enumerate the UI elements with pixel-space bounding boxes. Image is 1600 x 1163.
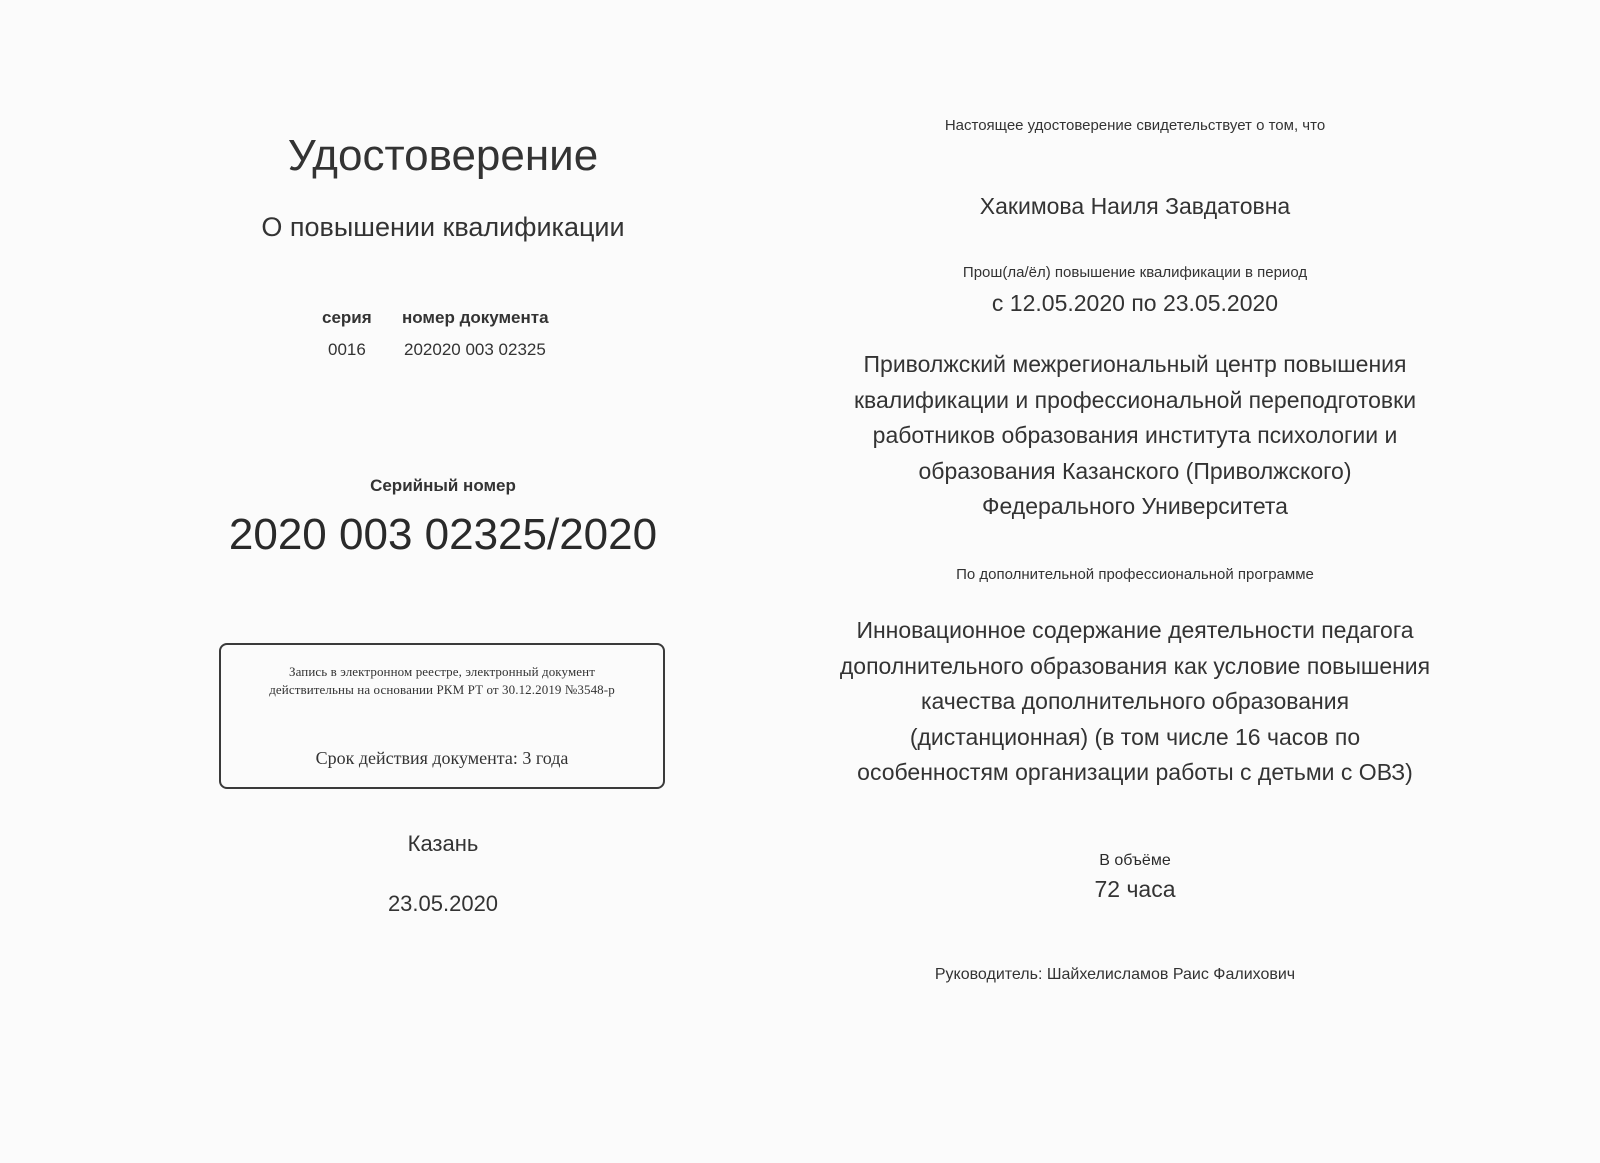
program-line: качества дополнительного образования bbox=[920, 688, 1350, 714]
organization-block bbox=[815, 347, 1455, 525]
volume-value: 72 часа bbox=[1094, 876, 1176, 902]
period-label: Прош(ла/ёл) повышение квалификации в период bbox=[962, 264, 1308, 281]
stamp-line-1: Запись в электронном реестре, электронный документ bbox=[289, 664, 595, 679]
head-signature: Руководитель: Шайхелисламов Раис Фалихович bbox=[934, 966, 1296, 983]
intro-text: Настоящее удостоверение свидетельствует о том, что bbox=[944, 117, 1326, 134]
program-line: дополнительного образования как условие повышения bbox=[839, 652, 1431, 679]
serial-value: 2020 003 02325/2020 bbox=[228, 510, 658, 559]
stamp-validity: Срок действия документа: 3 года bbox=[315, 748, 569, 768]
document-title: Удостоверение bbox=[287, 131, 599, 180]
organization-line: Федерального Университета bbox=[982, 493, 1288, 519]
issue-date: 23.05.2020 bbox=[387, 891, 499, 916]
volume-label: В объёме bbox=[1099, 852, 1171, 869]
series-label: серия bbox=[322, 308, 372, 327]
organization-line: работников образования института психологии и bbox=[872, 422, 1398, 448]
program-line: (дистанционная) (в том числе 16 часов по bbox=[909, 723, 1361, 750]
period-value: с 12.05.2020 по 23.05.2020 bbox=[991, 290, 1279, 316]
holder-name: Хакимова Наиля Завдатовна bbox=[979, 193, 1291, 219]
program-line: особенностям организации работы с детьми с ОВЗ) bbox=[857, 759, 1413, 785]
program-line: Инновационное содержание деятельности педагога bbox=[856, 617, 1414, 643]
series-value: 0016 bbox=[328, 340, 366, 359]
organization-line: Приволжский межрегиональный центр повышения bbox=[863, 351, 1407, 377]
program-label: По дополнительной профессиональной программе bbox=[956, 566, 1314, 583]
document-subtitle: О повышении квалификации bbox=[261, 212, 625, 242]
organization-line: образования Казанского (Приволжского) bbox=[918, 457, 1352, 484]
serial-label: Серийный номер bbox=[370, 476, 516, 495]
program-block bbox=[805, 613, 1465, 791]
city: Казань bbox=[407, 831, 479, 856]
doc-number-value: 202020 003 02325 bbox=[404, 340, 546, 359]
stamp-line-2: действительны на основании РКМ РТ от 30.12.2019 №3548-р bbox=[269, 682, 615, 697]
organization-line: квалификации и профессиональной переподготовки bbox=[853, 386, 1417, 413]
doc-number-label: номер документа bbox=[402, 308, 549, 327]
registry-stamp bbox=[219, 643, 665, 789]
